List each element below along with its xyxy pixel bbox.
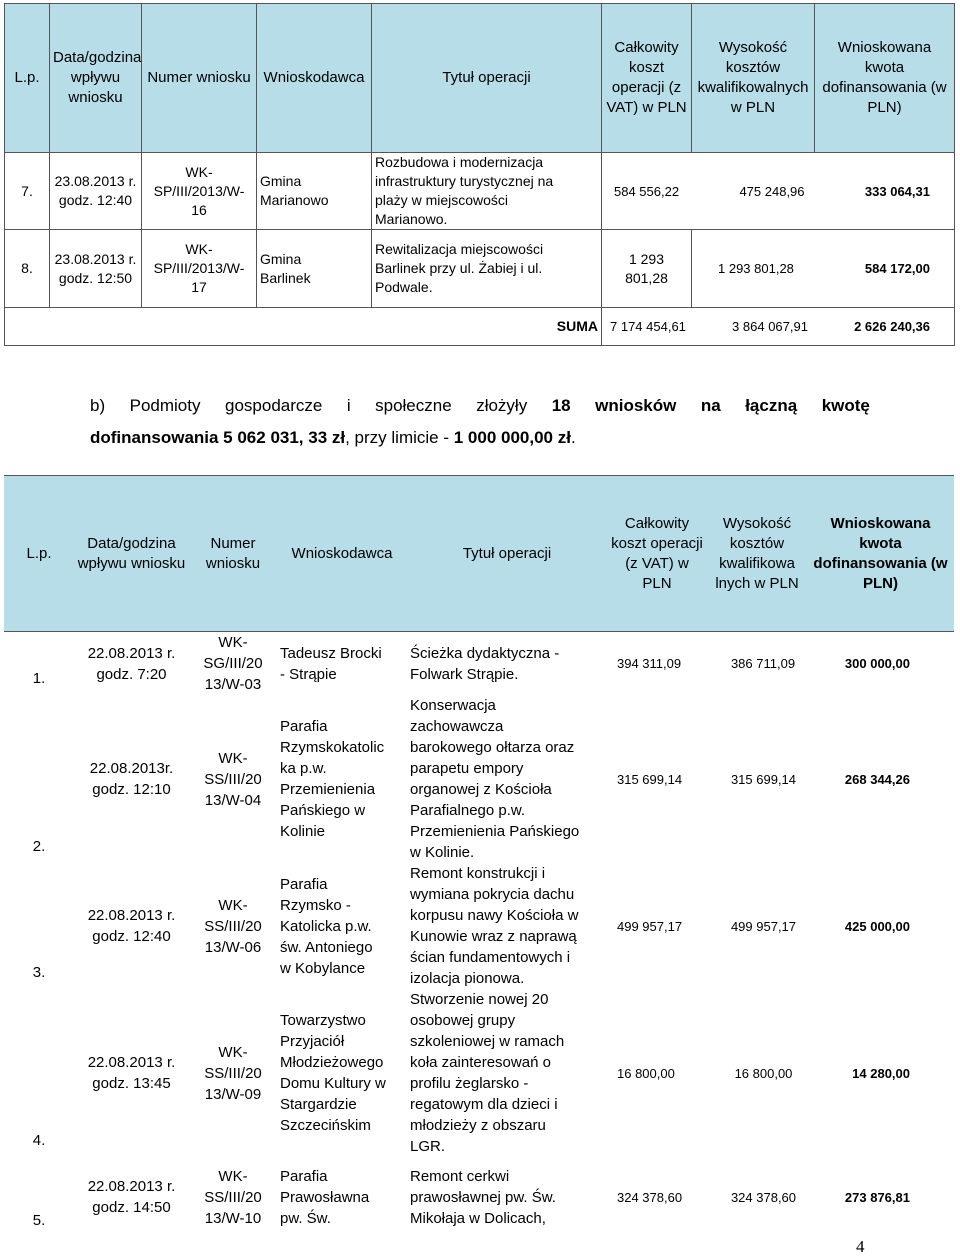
- header-eligible-cost: Wysokość kosztów kwalifikowa lnych w PLN: [707, 476, 807, 632]
- cell-requested-amount: 333 064,31: [864, 183, 930, 199]
- table-header-row: [4, 476, 954, 632]
- cell-title-line: Konserwacja: [410, 697, 496, 714]
- cell-number-line: 13/W-04: [204, 791, 262, 809]
- header-total-cost: Całkowity koszt operacji (z VAT) w PLN: [607, 476, 707, 632]
- paragraph-word: wniosków: [595, 396, 677, 415]
- cell-requested-amount: 300 000,00: [844, 656, 910, 671]
- cell-number-line: WK-: [185, 163, 213, 180]
- table-row: [4, 863, 954, 989]
- cell-title-line: osobowej grupy: [410, 1012, 516, 1029]
- cell-number-line: 13/W-09: [204, 1085, 262, 1103]
- paragraph-word: na: [700, 396, 721, 415]
- header-requested-amount: Wnioskowana kwota dofinansowania (w PLN): [815, 4, 955, 153]
- sum-label: SUMA: [5, 308, 602, 346]
- cell-eligible-cost: 386 711,09: [730, 656, 796, 671]
- applications-table-2: [4, 475, 954, 1237]
- cell-date: [74, 695, 189, 863]
- cell-lp: 8.: [5, 230, 50, 308]
- cell-title: [372, 153, 602, 230]
- cell-applicant: [277, 863, 407, 989]
- paragraph-word: Podmioty: [129, 396, 201, 415]
- cell-requested-amount: 268 344,26: [844, 771, 910, 787]
- cell-title-line: w Kolinie.: [410, 844, 475, 861]
- cell-date-line: 22.08.2013 r.: [87, 644, 176, 662]
- header-lp: L.p.: [5, 4, 50, 153]
- cell-total-cost: 324 378,60: [617, 1189, 683, 1205]
- cell-title-line: wymiana pokrycia dachu: [410, 886, 575, 903]
- cell-number-line: WK-: [218, 1167, 248, 1185]
- cell-date-line: godz. 12:40: [92, 928, 171, 945]
- cell-title: [407, 1157, 607, 1237]
- cell-title-line: Remont cerkwi: [410, 1167, 510, 1185]
- cell-title-line: Folwark Strąpie.: [410, 665, 519, 683]
- cell-applicant-line: Pańskiego w: [280, 802, 366, 819]
- cell-applicant-line: - Strąpie: [280, 665, 337, 683]
- header-applicant: Wnioskodawca: [277, 476, 407, 632]
- cell-title-line: ścian fundamentowych i: [410, 949, 571, 966]
- cell-applicant: [277, 989, 407, 1157]
- paragraph-period: .: [570, 428, 576, 447]
- cell-number-line: SS/III/20: [204, 1064, 262, 1082]
- header-applicant: Wnioskodawca: [257, 4, 372, 153]
- cell-number-line: WK-: [185, 241, 213, 257]
- cell-title-line: Ścieżka dydaktyczna -: [410, 644, 560, 662]
- cell-applicant-line: św. Antoniego: [280, 938, 373, 956]
- cell-amounts: [602, 153, 955, 230]
- sum-eligible-cost: 3 864 067,91: [732, 319, 808, 334]
- cell-applicant: [277, 632, 407, 696]
- cell-number: [189, 632, 277, 696]
- cell-applicant-line: pw. Św.: [280, 1209, 331, 1227]
- cell-date: [74, 1157, 189, 1237]
- paragraph-word: i: [346, 396, 351, 415]
- cell-title-line: Stworzenie nowej 20: [410, 991, 549, 1008]
- paragraph-amount: dofinansowania 5 062 031, 33 zł: [90, 428, 346, 447]
- cell-applicant-line: Marianowo: [260, 192, 329, 208]
- header-number: Numer wniosku: [189, 476, 277, 632]
- cell-title-line: izolacja pionowa.: [410, 970, 525, 987]
- applications-table-1: [4, 3, 955, 346]
- cell-requested-amount: 425 000,00: [844, 918, 910, 934]
- cell-lp: 1.: [32, 670, 46, 687]
- cell-applicant-line: Przemienienia: [280, 781, 376, 798]
- cell-number: [189, 989, 277, 1157]
- cell-date-day: 23.08.2013 r.: [54, 250, 137, 267]
- header-title: Tytuł operacji: [407, 476, 607, 632]
- cell-amounts: [607, 989, 954, 1157]
- cell-date-line: godz. 14:50: [92, 1199, 171, 1216]
- header-eligible-cost: Wysokość kosztów kwalifikowalnych w PLN: [692, 4, 815, 153]
- cell-title-line: parapetu empory: [410, 760, 524, 777]
- table-row: [4, 1157, 954, 1237]
- cell-date-line: godz. 13:45: [92, 1075, 171, 1092]
- paragraph-word: b): [90, 396, 106, 415]
- header-date: Data/godzina wpływu wniosku: [74, 476, 189, 632]
- cell-title-line: Marianowo.: [375, 211, 448, 227]
- table-row: [4, 695, 954, 863]
- cell-title-line: Podwale.: [375, 279, 433, 295]
- cell-eligible-cost: 16 800,00: [734, 1065, 793, 1081]
- cell-number-line: 16: [191, 201, 207, 218]
- paragraph-word: gospodarcze: [225, 396, 323, 415]
- cell-applicant-line: Gmina: [260, 250, 302, 267]
- paragraph-word: 18: [551, 396, 571, 415]
- cell-total-line: 1 293: [628, 250, 665, 267]
- table-row: [4, 989, 954, 1157]
- page-number: 4: [856, 1237, 865, 1256]
- cell-title-line: Mikołaja w Dolicach,: [410, 1209, 546, 1227]
- cell-number-line: SS/III/20: [204, 1188, 262, 1206]
- cell-applicant-line: Parafia: [280, 875, 328, 893]
- cell-applicant-line: Parafia: [280, 1167, 328, 1185]
- cell-applicant-line: Kolinie: [280, 823, 326, 840]
- cell-applicant-line: Prawosławna: [280, 1188, 370, 1206]
- cell-title-line: korpusu nawy Kościoła w: [410, 907, 579, 924]
- cell-applicant-line: ka p.w.: [280, 760, 327, 777]
- cell-applicant-line: Barlinek: [260, 269, 311, 286]
- cell-amounts: [607, 632, 954, 696]
- cell-total-line: 801,28: [625, 269, 668, 286]
- cell-applicant-line: Szczecińskim: [280, 1117, 371, 1134]
- cell-total-cost: 16 800,00: [617, 1065, 675, 1081]
- cell-number-line: 13/W-06: [204, 938, 262, 956]
- cell-date: [74, 863, 189, 989]
- cell-title-line: młodzieży z obszaru: [410, 1117, 546, 1134]
- cell-date-line: 22.08.2013 r.: [87, 1054, 176, 1071]
- cell-applicant-line: Towarzystwo: [280, 1012, 366, 1029]
- cell-applicant-line: Rzymsko -: [280, 896, 351, 914]
- paragraph-word: kwotę: [821, 396, 870, 415]
- cell-eligible-cost: 315 699,14: [730, 771, 797, 787]
- cell-applicant-line: Przyjaciół: [280, 1033, 345, 1050]
- cell-applicant-line: Młodzieżowego: [280, 1054, 384, 1071]
- cell-total-cost: 584 556,22: [614, 183, 680, 199]
- cell-title: [407, 632, 607, 696]
- cell-number: [189, 695, 277, 863]
- cell-number-line: SG/III/20: [203, 655, 263, 672]
- cell-number-line: WK-: [218, 749, 248, 767]
- cell-title-line: Kunowie wraz z naprawą: [410, 928, 577, 945]
- cell-amounts: [692, 230, 955, 308]
- cell-title-line: Przemienienia Pańskiego: [410, 823, 580, 840]
- cell-date-day: 23.08.2013 r.: [54, 173, 137, 189]
- cell-date-time: godz. 12:50: [58, 269, 133, 286]
- cell-title-line: Barlinek przy ul. Żabiej i ul.: [375, 260, 543, 276]
- cell-number-line: 17: [191, 279, 207, 295]
- cell-number-line: 13/W-10: [204, 1209, 262, 1227]
- cell-eligible-cost: 499 957,17: [730, 918, 797, 934]
- cell-title-line: Rewitalizacja miejscowości: [375, 241, 544, 257]
- cell-title-line: barokowego ołtarza oraz: [410, 739, 575, 756]
- cell-title-line: infrastruktury turystycznej na: [375, 173, 554, 189]
- cell-eligible-cost: 1 293 801,28: [718, 261, 794, 276]
- cell-number-line: WK-: [218, 1043, 248, 1061]
- cell-date-line: godz. 12:10: [92, 781, 171, 798]
- paragraph-line-1: [90, 390, 870, 422]
- cell-applicant-line: Domu Kultury w: [280, 1075, 386, 1092]
- cell-title-line: plaży w miejscowości: [375, 192, 509, 208]
- cell-title-line: regatowym dla dzieci i: [410, 1096, 558, 1113]
- cell-number-line: 13/W-03: [204, 676, 262, 693]
- cell-eligible-cost: 324 378,60: [730, 1189, 797, 1205]
- cell-title-line: zachowawcza: [410, 718, 504, 735]
- cell-title-line: szkoleniowej w ramach: [410, 1033, 565, 1050]
- cell-applicant-line: Katolicka p.w.: [280, 917, 372, 935]
- paragraph-word: łączną: [745, 396, 798, 415]
- cell-applicant-line: Tadeusz Brocki: [280, 644, 382, 662]
- cell-requested-amount: 273 876,81: [844, 1189, 910, 1205]
- cell-number: [142, 230, 257, 308]
- cell-title-line: prawosławnej pw. Św.: [410, 1188, 556, 1206]
- header-title: Tytuł operacji: [372, 4, 602, 153]
- cell-title: [372, 230, 602, 308]
- cell-total-cost: 394 311,09: [617, 656, 682, 671]
- table-row: [4, 632, 954, 696]
- sum-amounts: [602, 308, 955, 346]
- cell-title-line: organowej z Kościoła: [410, 781, 552, 798]
- cell-applicant-line: w Kobylance: [280, 959, 366, 977]
- cell-date-time: godz. 12:40: [58, 192, 133, 208]
- cell-requested-amount: 14 280,00: [852, 1065, 910, 1081]
- cell-applicant-line: Rzymskokatolic: [280, 739, 385, 756]
- cell-title-line: profilu żeglarsko -: [410, 1075, 529, 1092]
- cell-number-line: SP/III/2013/W-: [153, 182, 245, 199]
- cell-number-line: WK-: [218, 634, 248, 651]
- table-header-row: [5, 4, 955, 153]
- header-number: Numer wniosku: [142, 4, 257, 153]
- cell-amounts: [607, 863, 954, 989]
- cell-lp: 3.: [32, 964, 46, 981]
- summary-paragraph: [90, 390, 870, 454]
- cell-title: [407, 989, 607, 1157]
- cell-date: [74, 989, 189, 1157]
- cell-applicant: [277, 695, 407, 863]
- cell-date: [50, 153, 142, 230]
- cell-number: [189, 1157, 277, 1237]
- cell-date: [50, 230, 142, 308]
- cell-title-line: Rozbudowa i modernizacja: [375, 154, 544, 170]
- sum-row: [5, 308, 955, 346]
- cell-requested-amount: 584 172,00: [864, 261, 930, 276]
- cell-number: [189, 863, 277, 989]
- cell-title-line: Remont konstrukcji i: [410, 865, 546, 882]
- cell-title-line: LGR.: [410, 1138, 446, 1155]
- header-requested-amount: Wnioskowana kwota dofinansowania (w PLN): [807, 476, 954, 632]
- header-lp: L.p.: [4, 476, 74, 632]
- cell-lp: 2.: [32, 838, 46, 855]
- paragraph-limit: 1 000 000,00 zł: [453, 428, 571, 447]
- paragraph-line-2: [90, 422, 870, 454]
- table-row: [5, 230, 955, 308]
- cell-total-cost: [602, 230, 692, 308]
- cell-lp: 7.: [5, 153, 50, 230]
- cell-title: [407, 695, 607, 863]
- cell-lp: 4.: [32, 1132, 46, 1149]
- header-total-cost: Całkowity koszt operacji (z VAT) w PLN: [602, 4, 692, 153]
- cell-number-line: SS/III/20: [204, 770, 262, 788]
- cell-title: [407, 863, 607, 989]
- cell-title-line: Parafialnego p.w.: [410, 802, 526, 819]
- table-row: [5, 153, 955, 230]
- paragraph-word: społeczne: [375, 396, 452, 415]
- cell-total-cost: 499 957,17: [617, 918, 683, 934]
- paragraph-text: , przy limicie -: [345, 428, 454, 447]
- cell-total-cost: 315 699,14: [617, 771, 683, 787]
- cell-number-line: WK-: [218, 896, 248, 914]
- cell-number-line: SS/III/20: [204, 917, 262, 935]
- cell-lp: 5.: [32, 1212, 46, 1229]
- cell-number-line: SP/III/2013/W-: [153, 260, 245, 276]
- cell-date-line: 22.08.2013 r.: [87, 907, 176, 924]
- cell-date-line: 22.08.2013r.: [89, 760, 174, 777]
- cell-number: [142, 153, 257, 230]
- header-date: Data/godzina wpływu wniosku: [50, 4, 142, 153]
- cell-applicant: [257, 230, 372, 308]
- cell-amounts: [607, 1157, 954, 1237]
- cell-date-line: godz. 7:20: [96, 665, 167, 683]
- paragraph-word: złożyły: [476, 396, 528, 415]
- cell-applicant: [277, 1157, 407, 1237]
- sum-requested-amount: 2 626 240,36: [854, 319, 930, 334]
- cell-applicant-line: Parafia: [280, 718, 328, 735]
- cell-applicant-line: Gmina: [260, 173, 302, 189]
- cell-applicant: [257, 153, 372, 230]
- cell-eligible-cost: 475 248,96: [739, 183, 805, 199]
- cell-applicant-line: Stargardzie: [280, 1096, 357, 1113]
- cell-date-line: 22.08.2013 r.: [87, 1178, 176, 1195]
- cell-amounts: [607, 695, 954, 863]
- cell-date: [74, 632, 189, 696]
- sum-total-cost: 7 174 454,61: [610, 319, 686, 334]
- cell-title-line: koła zainteresowań o: [410, 1054, 551, 1071]
